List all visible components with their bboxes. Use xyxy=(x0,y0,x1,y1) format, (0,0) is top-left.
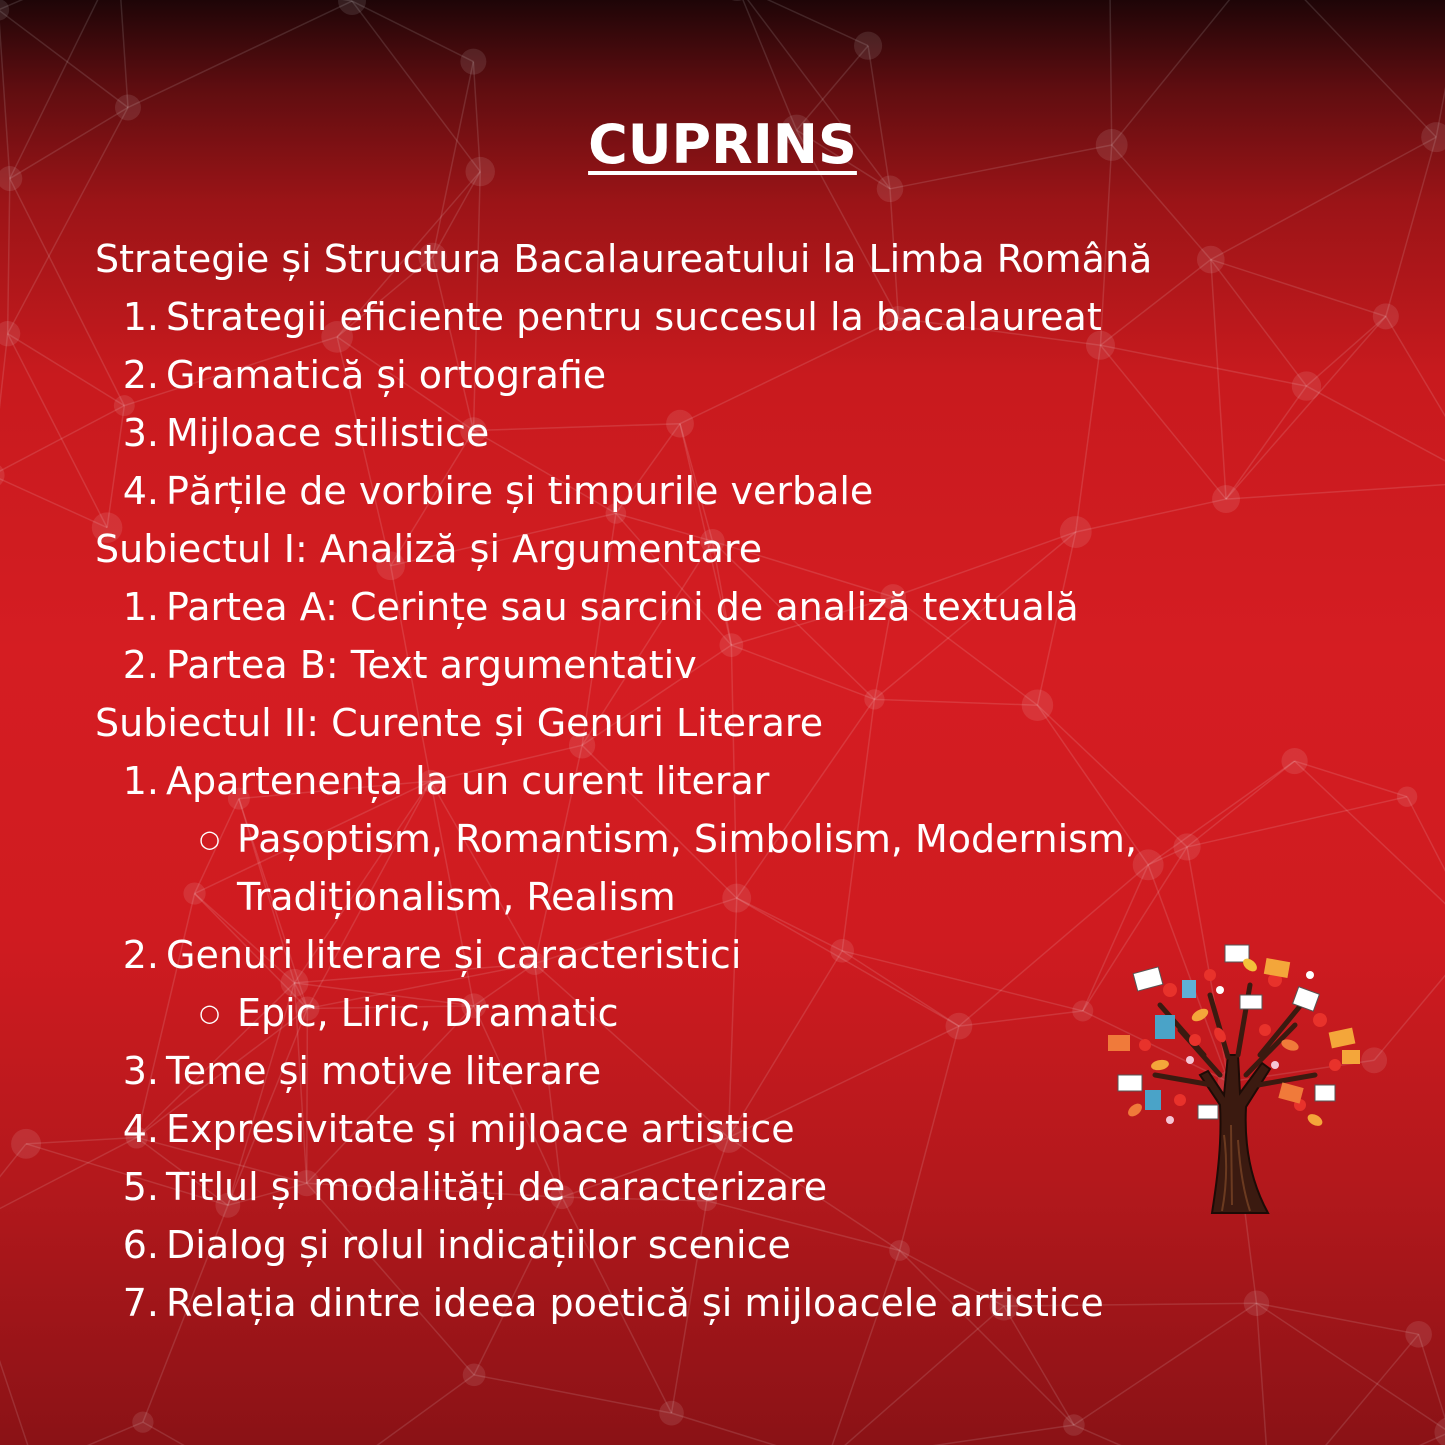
item-number: 2. xyxy=(122,643,159,687)
item-label: Partea A: Cerințe sau sarcini de analiză textuală xyxy=(166,585,1079,629)
page-title: CUPRINS xyxy=(588,113,857,176)
item-number: 3. xyxy=(122,411,159,455)
item-label: Expresivitate și mijloace artistice xyxy=(166,1107,795,1151)
item-label: Dialog și rolul indicațiilor scenice xyxy=(166,1223,791,1267)
toc-item xyxy=(95,1100,1245,1158)
item-label: Gramatică și ortografie xyxy=(166,353,607,397)
table-of-contents xyxy=(95,230,1245,1332)
toc-item xyxy=(95,462,1245,520)
toc-section-heading: Subiectul I: Analiză și Argumentare xyxy=(95,527,763,571)
subitem-label: Epic, Liric, Dramatic xyxy=(237,991,619,1035)
item-label: Mijloace stilistice xyxy=(166,411,490,455)
item-label: Părțile de vorbire și timpurile verbale xyxy=(166,469,874,513)
item-number: 5. xyxy=(122,1165,159,1209)
item-number: 6. xyxy=(122,1223,159,1267)
toc-item xyxy=(95,636,1245,694)
item-number: 1. xyxy=(122,585,159,629)
item-number: 2. xyxy=(122,353,159,397)
toc-section-heading: Strategie și Structura Bacalaureatului la Limba Română xyxy=(95,237,1153,281)
toc-item xyxy=(95,926,1245,984)
hollow-circle-bullet-icon: ○ xyxy=(199,825,220,853)
book-tree-icon xyxy=(1100,935,1370,1215)
toc-item xyxy=(95,288,1245,346)
toc-subitem-continuation xyxy=(95,868,1245,926)
item-number: 7. xyxy=(122,1281,159,1325)
toc-subitem xyxy=(95,810,1245,868)
item-number: 3. xyxy=(122,1049,159,1093)
toc-item xyxy=(95,346,1245,404)
toc-subitem xyxy=(95,984,1245,1042)
item-label: Apartenența la un curent literar xyxy=(166,759,770,803)
item-number: 4. xyxy=(122,1107,159,1151)
toc-item xyxy=(95,1042,1245,1100)
toc-item xyxy=(95,752,1245,810)
item-number: 1. xyxy=(122,295,159,339)
item-number: 1. xyxy=(122,759,159,803)
toc-item xyxy=(95,578,1245,636)
toc-item xyxy=(95,1216,1245,1274)
item-label: Relația dintre ideea poetică și mijloacele artistice xyxy=(166,1281,1104,1325)
hollow-circle-bullet-icon: ○ xyxy=(199,999,220,1027)
toc-item xyxy=(95,1274,1245,1332)
item-label: Strategii eficiente pentru succesul la bacalaureat xyxy=(166,295,1102,339)
toc-section-heading: Subiectul II: Curente și Genuri Literare xyxy=(95,701,824,745)
item-number: 2. xyxy=(122,933,159,977)
item-label: Genuri literare și caracteristici xyxy=(166,933,742,977)
subitem-label: Pașoptism, Romantism, Simbolism, Modernism, xyxy=(237,817,1138,861)
item-number: 4. xyxy=(122,469,159,513)
toc-item xyxy=(95,404,1245,462)
item-label: Teme și motive literare xyxy=(166,1049,602,1093)
toc-item xyxy=(95,1158,1245,1216)
item-label: Partea B: Text argumentativ xyxy=(166,643,697,687)
subitem-label: Tradiționalism, Realism xyxy=(237,875,676,919)
item-label: Titlul și modalități de caracterizare xyxy=(166,1165,828,1209)
